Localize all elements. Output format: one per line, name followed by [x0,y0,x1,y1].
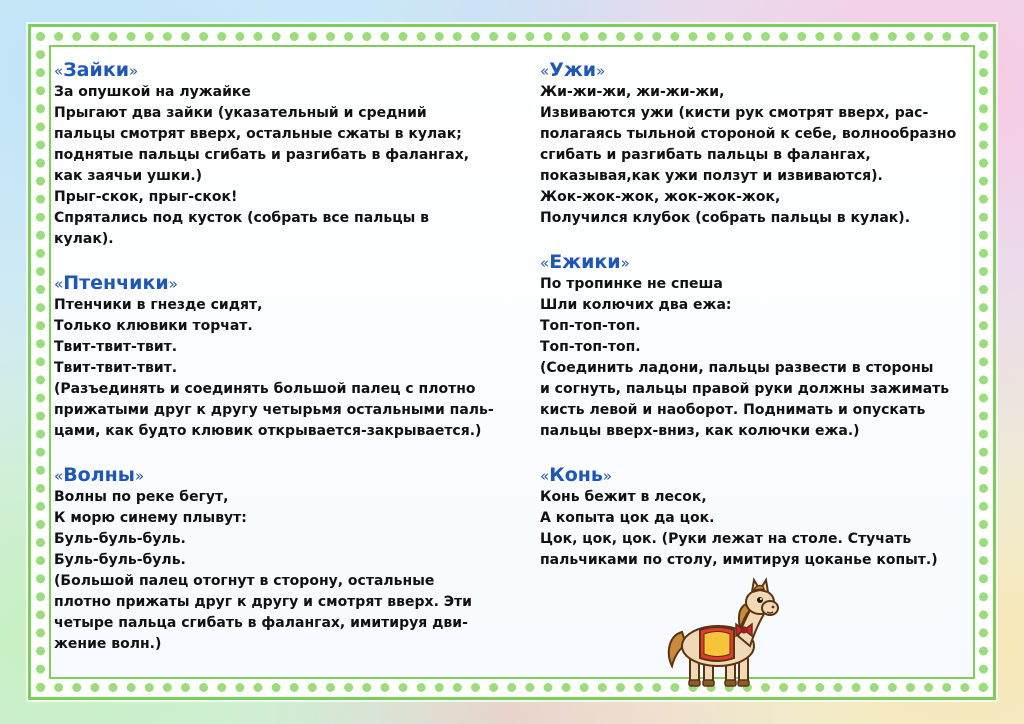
right-column [540,58,980,592]
poem-line: Твит-твит-твит. [54,360,178,376]
poem-line: прижатыми друг к другу четырьмя остальными паль- [54,402,494,418]
poem-line: (Разъединять и соединять большой палец с плотно [54,381,476,397]
poem-line: Твит-твит-твит. [54,339,178,355]
section-title [540,58,980,82]
close-quote: » [134,467,145,485]
poem-line: четыре пальца сгибать в фалангах, имитируя дви- [54,615,468,631]
poem-line: Получился клубок (собрать пальцы в кулак). [540,210,911,226]
section-title-text: Птенчики [63,272,169,294]
open-quote: « [540,467,550,485]
poem-line: показывая,как ужи ползут и извиваются). [540,168,883,184]
open-quote: « [54,467,64,485]
poem-line: сгибать и разгибать пальцы в фалангах, [540,147,871,163]
poem-line: Топ-топ-топ. [540,318,641,334]
poem-line: пальчиками по столу, имитируя цоканье копыт.) [540,552,938,568]
poem-section [540,463,980,571]
poem-section [540,58,980,229]
poem-line: Волны по реке бегут, [54,489,229,505]
poem-line: Конь бежит в лесок, [540,489,707,505]
poem-line: и согнуть, пальцы правой руки должны зажимать [540,381,950,397]
poem-line: Шли колючих два ежа: [540,297,732,313]
poem-line: За опушкой на лужайке [54,84,251,100]
poem-line: Птенчики в гнезде сидят, [54,297,263,313]
poem-section [54,463,494,655]
poem-line: цами, как будто клювик открывается-закрывается.) [54,423,482,439]
section-title [540,463,980,487]
poem-line: По тропинке не спеша [540,276,723,292]
poem-line: Спрятались под кусток (собрать все пальцы в [54,210,430,226]
close-quote: » [602,467,613,485]
poem-line: пальцы смотрят вверх, остальные сжаты в кулак; [54,126,462,142]
section-title-text: Зайки [63,59,130,81]
poem-line: А копыта цок да цок. [540,510,715,526]
poem-line: Прыгают два зайки (указательный и средний [54,105,427,121]
close-quote: » [129,62,139,80]
poem-section [54,271,494,442]
close-quote: » [620,254,630,272]
poem-line: (Большой палец отогнут в сторону, остальные [54,573,435,589]
poem-section [540,250,980,442]
section-title [540,250,980,274]
open-quote: « [540,254,550,272]
poem-line: кулак). [54,231,114,247]
section-title [54,271,494,295]
poem-line: Цок, цок, цок. (Руки лежат на столе. Стучать [540,531,912,547]
poem-line: плотно прижаты друг к другу и смотрят вверх. Эти [54,594,472,610]
open-quote: « [540,62,550,80]
section-title-text: Ежики [549,251,621,273]
poem-line: поднятые пальцы сгибать и разгибать в фалангах, [54,147,470,163]
close-quote: » [596,62,606,80]
poem-section [54,58,494,250]
poem-line: (Соединить ладони, пальцы развести в стороны [540,360,934,376]
poem-line: Жок-жок-жок, жок-жок-жок, [540,189,781,205]
poem-line: Буль-буль-буль. [54,552,186,568]
poem-line: Жи-жи-жи, жи-жи-жи, [540,84,725,100]
section-title [54,58,494,82]
poem-line: пальцы вверх-вниз, как колючки ежа.) [540,423,860,439]
horse-icon [660,574,780,694]
open-quote: « [54,62,64,80]
poem-line: полагаясь тыльной стороной к себе, волнообразно [540,126,957,142]
section-title-text: Волны [63,464,135,486]
poem-line: Извиваются ужи (кисти рук смотрят вверх, рас- [540,105,929,121]
poem-line: как заячьи ушки.) [54,168,203,184]
poem-line: Буль-буль-буль. [54,531,186,547]
poem-line: Топ-топ-топ. [540,339,641,355]
left-column [54,58,494,676]
poem-line: Только клювики торчат. [54,318,253,334]
poem-line: К морю синему плывут: [54,510,247,526]
poem-line: кисть левой и наоборот. Поднимать и опускать [540,402,926,418]
open-quote: « [54,275,64,293]
section-title-text: Конь [549,464,603,486]
section-title-text: Ужи [549,59,597,81]
poem-line: Прыг-скок, прыг-скок! [54,189,238,205]
poem-line: жение волн.) [54,636,162,652]
close-quote: » [168,275,178,293]
section-title [54,463,494,487]
